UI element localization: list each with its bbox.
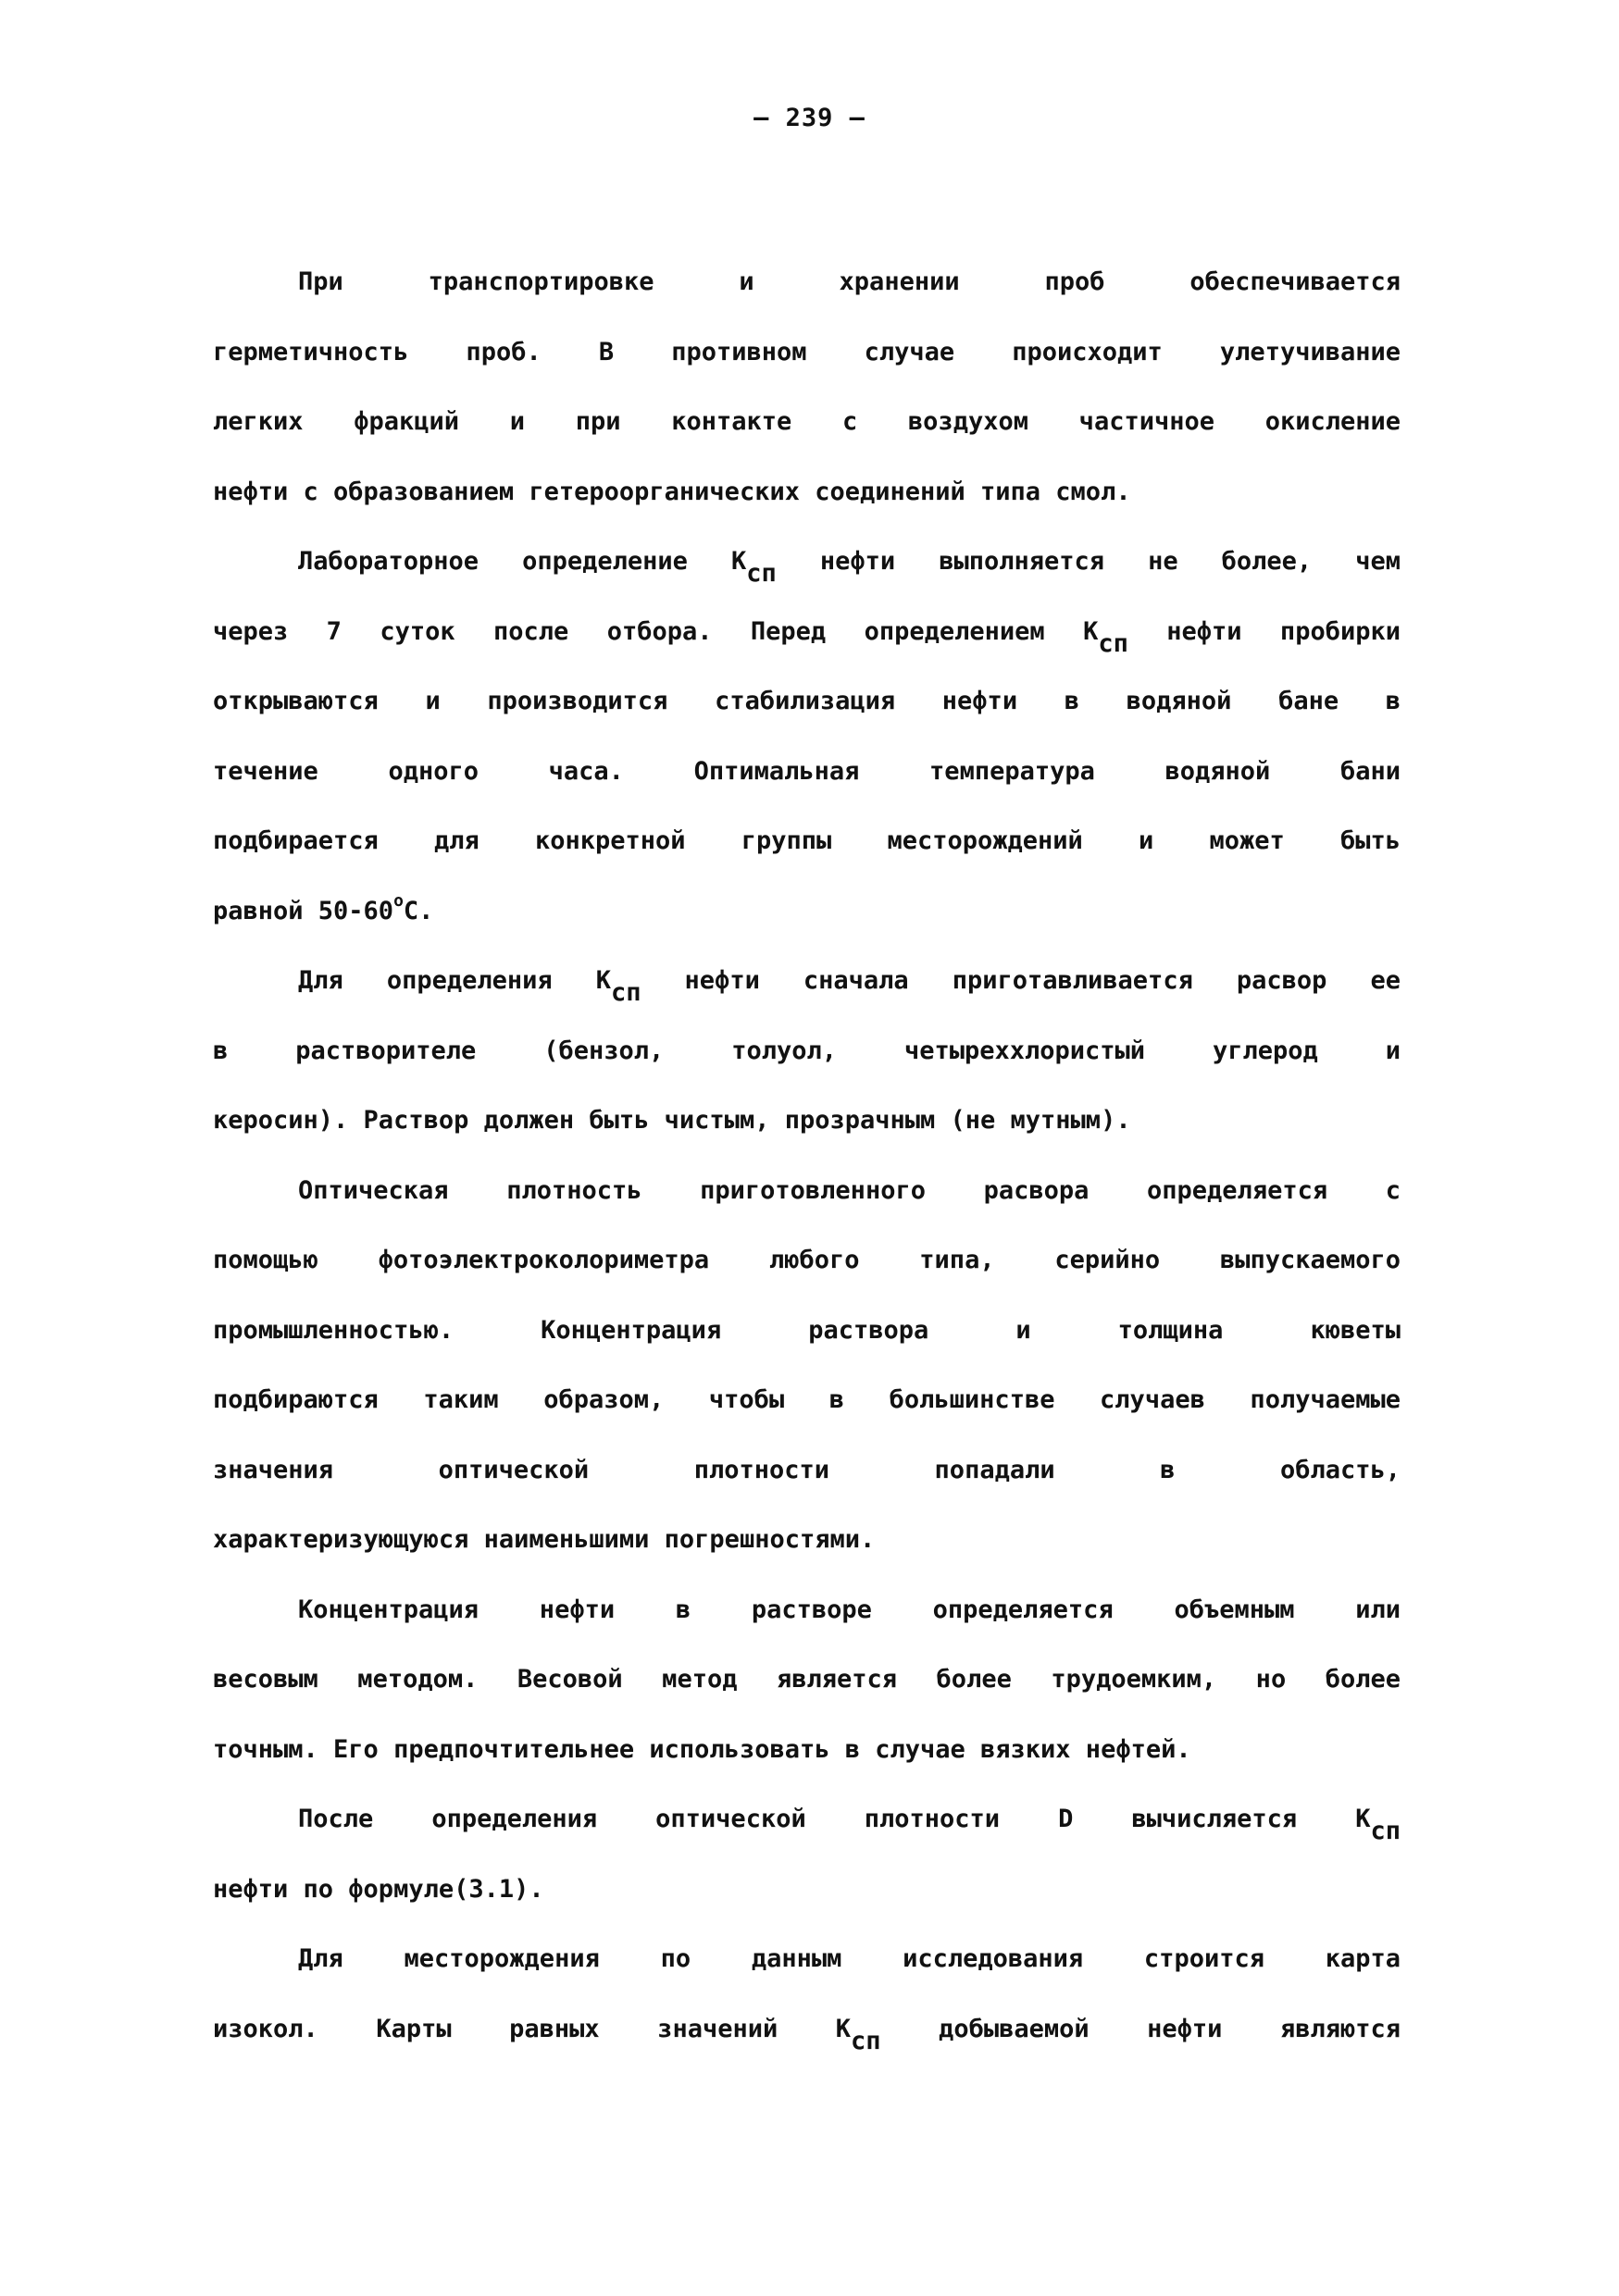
text-segment: Лабораторное определение К: [298, 547, 747, 576]
text-line: в растворителе (бензол, толуол, четыреххлористый углерод и: [213, 1036, 1401, 1065]
text-segment: через 7 суток после отбора. Перед определением К: [213, 616, 1099, 646]
text-line: подбираются таким образом, чтобы в большинстве случаев получаемые: [213, 1385, 1401, 1414]
text-line: подбирается для конкретной группы месторождений и может быть: [213, 826, 1401, 855]
text-line: герметичность проб. В противном случае происходит улетучивание: [213, 337, 1401, 366]
superscript: о: [393, 890, 404, 911]
text-segment: С.: [403, 896, 434, 925]
text-segment: добываемой нефти являются: [880, 2014, 1401, 2043]
subscript: сп: [1370, 1817, 1401, 1845]
text-segment: нефти выполняется не более, чем: [776, 547, 1401, 576]
subscript: сп: [1098, 628, 1128, 658]
text-line: Для месторождения по данным исследования строится карта: [298, 1944, 1401, 1973]
body-text: [213, 247, 1401, 2064]
text-line: значения оптической плотности попадали в область,: [213, 1455, 1401, 1484]
text-line: открываются и производится стабилизация нефти в водяной бане в: [213, 687, 1401, 715]
subscript: сп: [610, 978, 641, 1007]
text-line: керосин). Раствор должен быть чистым, прозрачным (не мутным).: [213, 1106, 1131, 1135]
text-line: [213, 597, 1401, 667]
text-line: [213, 527, 1401, 597]
subscript: сп: [851, 2026, 881, 2055]
text-line: помощью фотоэлектроколориметра любого типа, серийно выпускаемого: [213, 1246, 1401, 1274]
text-line: Концентрация нефти в растворе определяется объемным или: [298, 1595, 1401, 1624]
text-segment: нефти пробирки: [1127, 616, 1401, 646]
text-line: характеризующуюся наименьшими погрешностями.: [213, 1525, 876, 1554]
text-segment: Для определения К: [298, 966, 611, 995]
text-line: нефти по формуле(3.1).: [213, 1874, 544, 1904]
text-line: [213, 946, 1401, 1016]
text-segment: нефти сначала приготавливается расвор ее: [641, 966, 1401, 995]
subscript: сп: [746, 559, 777, 588]
text-line: При транспортировке и хранении проб обеспечивается: [298, 267, 1401, 296]
page-number: – 239 –: [753, 104, 866, 132]
text-line: весовым методом. Весовой метод является более трудоемким, но более: [213, 1665, 1401, 1694]
text-segment: После определения оптической плотности D вычисляется К: [298, 1805, 1371, 1833]
text-line: промышленностью. Концентрация раствора и толщина кюветы: [213, 1315, 1401, 1345]
text-line: течение одного часа. Оптимальная температура водяной бани: [213, 756, 1401, 786]
text-line: [213, 876, 1401, 947]
text-line: легких фракций и при контакте с воздухом частичное окисление: [213, 407, 1401, 436]
text-line: нефти с образованием гетероорганических соединений типа смол.: [213, 477, 1131, 506]
text-line: Оптическая плотность приготовленного расвора определяется с: [298, 1175, 1401, 1205]
text-segment: равной 50-60: [213, 896, 394, 925]
text-line: точным. Его предпочтительнее использовать в случае вязких нефтей.: [213, 1734, 1191, 1764]
text-line: [213, 1994, 1401, 2065]
text-segment: изокол. Карты равных значений К: [213, 2014, 852, 2043]
text-line: [213, 1784, 1401, 1855]
